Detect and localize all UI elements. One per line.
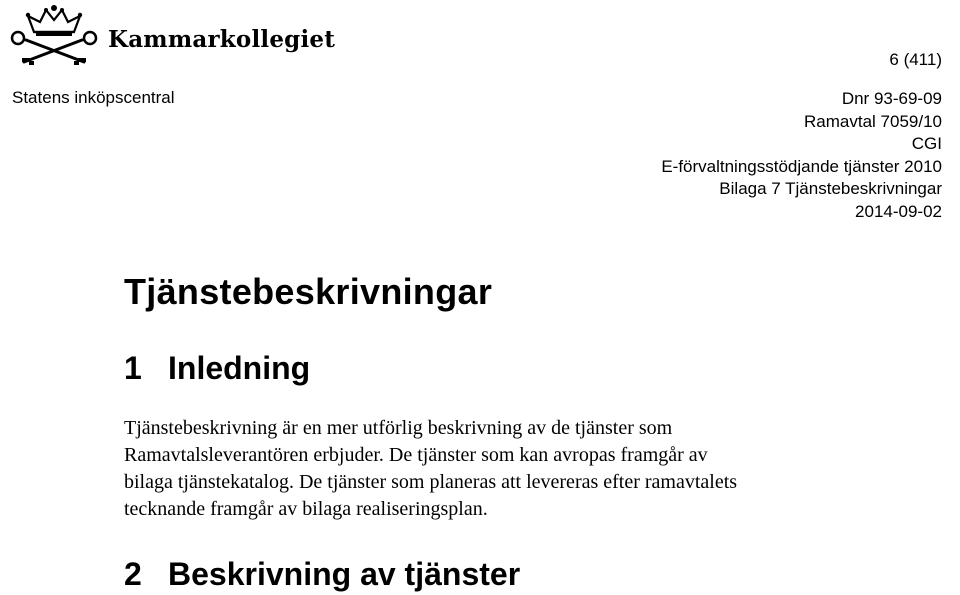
page-number: 6 (411) [889, 50, 942, 69]
sender-name: Statens inköpscentral [12, 88, 175, 107]
document-metadata [661, 88, 942, 223]
section-number-1: 1 [124, 350, 142, 386]
section-title-2: Beskrivning av tjänster [168, 556, 521, 592]
section-1-paragraph [124, 415, 904, 523]
section-heading-1 [124, 350, 310, 387]
section-heading-2 [124, 556, 520, 593]
meta-supplier: CGI [911, 134, 942, 153]
paragraph-line: bilaga tjänstekatalog. De tjänster som planeras att levereras efter ramavtalets [124, 471, 738, 493]
section-number-2: 2 [124, 556, 142, 592]
crown-keys-emblem-icon [6, 2, 102, 66]
meta-attachment: Bilaga 7 Tjänstebeskrivningar [719, 179, 942, 198]
meta-date: 2014-09-02 [855, 201, 942, 221]
document-title: Tjänstebeskrivningar [124, 271, 493, 312]
meta-ramavtal: Ramavtal 7059/10 [804, 111, 942, 131]
paragraph-line: tecknande framgår av bilaga realiseringsplan. [124, 498, 488, 520]
logo [6, 2, 335, 66]
logo-wordmark: Kammarkollegiet [108, 25, 336, 53]
paragraph-line: Ramavtalsleverantören erbjuder. De tjänster som kan avropas framgår av [124, 444, 708, 466]
meta-agreement-area: E-förvaltningsstödjande tjänster 2010 [661, 156, 942, 176]
paragraph-line: Tjänstebeskrivning är en mer utförlig beskrivning av de tjänster som [124, 417, 673, 439]
section-title-1: Inledning [168, 350, 311, 386]
meta-dnr: Dnr 93-69-09 [841, 89, 942, 108]
